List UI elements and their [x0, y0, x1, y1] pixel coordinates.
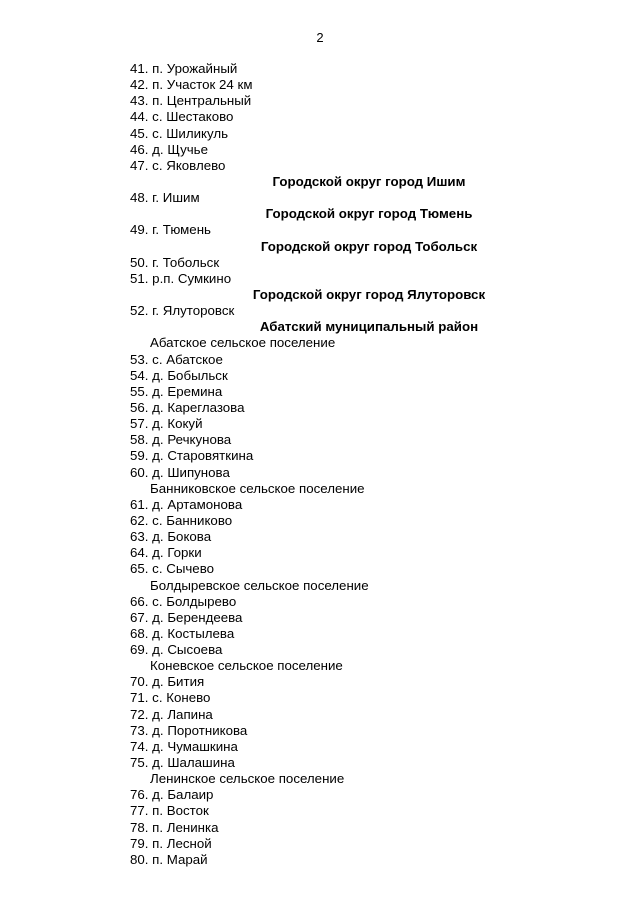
list-item: 65. с. Сычево — [130, 561, 215, 577]
list-item: 74. д. Чумашкина — [130, 738, 238, 754]
settlement-group-heading: Банниковское сельское поселение — [150, 480, 365, 496]
list-item: 53. с. Абатское — [130, 351, 223, 367]
list-item: 59. д. Старовяткина — [130, 448, 254, 464]
list-item: 64. д. Горки — [130, 545, 202, 561]
list-item: 56. д. Кареглазова — [130, 399, 245, 415]
list-item: 69. д. Сысоева — [130, 642, 223, 658]
district-heading: Городской округ город Ялуторовск — [252, 286, 486, 302]
settlement-group-heading: Болдыревское сельское поселение — [150, 577, 369, 593]
district-heading: Городской округ город Ишим — [272, 173, 466, 189]
list-item: 43. п. Центральный — [130, 93, 252, 109]
district-heading: Городской округ город Тюмень — [265, 206, 473, 222]
list-item: 77. п. Восток — [130, 803, 209, 819]
district-heading: Абатский муниципальный район — [259, 319, 479, 335]
page-number: 2 — [316, 30, 324, 45]
list-item: 51. р.п. Сумкино — [130, 270, 232, 286]
list-item: 46. д. Щучье — [130, 141, 208, 157]
list-item: 58. д. Речкунова — [130, 432, 232, 448]
list-item: 76. д. Балаир — [130, 787, 214, 803]
list-item: 61. д. Артамонова — [130, 496, 243, 512]
list-item: 80. п. Марай — [130, 851, 208, 867]
list-item: 55. д. Еремина — [130, 383, 223, 399]
list-item: 57. д. Кокуй — [130, 416, 203, 432]
list-item: 49. г. Тюмень — [130, 222, 211, 238]
list-item: 62. с. Банниково — [130, 512, 233, 528]
list-item: 44. с. Шестаково — [130, 109, 234, 125]
district-heading: Городской округ город Тобольск — [260, 238, 478, 254]
list-item: 54. д. Бобыльск — [130, 367, 228, 383]
list-item: 48. г. Ишим — [130, 190, 200, 206]
list-item: 66. с. Болдырево — [130, 593, 237, 609]
settlement-group-heading: Коневское сельское поселение — [150, 658, 343, 674]
list-item: 71. с. Конево — [130, 690, 211, 706]
list-item: 78. п. Ленинка — [130, 819, 219, 835]
list-item: 79. п. Лесной — [130, 835, 212, 851]
settlement-group-heading: Ленинское сельское поселение — [150, 771, 345, 787]
settlement-group-heading: Абатское сельское поселение — [150, 335, 336, 351]
list-item: 73. д. Поротникова — [130, 722, 248, 738]
list-item: 68. д. Костылева — [130, 625, 235, 641]
list-item: 45. с. Шиликуль — [130, 125, 229, 141]
list-item: 50. г. Тобольск — [130, 254, 220, 270]
list-item: 67. д. Берендеева — [130, 609, 243, 625]
list-item: 63. д. Бокова — [130, 529, 212, 545]
list-item: 41. п. Урожайный — [130, 61, 238, 76]
list-item: 52. г. Ялуторовск — [130, 303, 235, 319]
list-item: 70. д. Бития — [130, 674, 205, 690]
list-item: 42. п. Участок 24 км — [130, 77, 253, 93]
list-item: 72. д. Лапина — [130, 706, 213, 722]
list-item: 60. д. Шипунова — [130, 464, 230, 480]
settlement-list — [130, 61, 600, 868]
list-item: 47. с. Яковлево — [130, 157, 226, 173]
list-item: 75. д. Шалашина — [130, 755, 235, 771]
